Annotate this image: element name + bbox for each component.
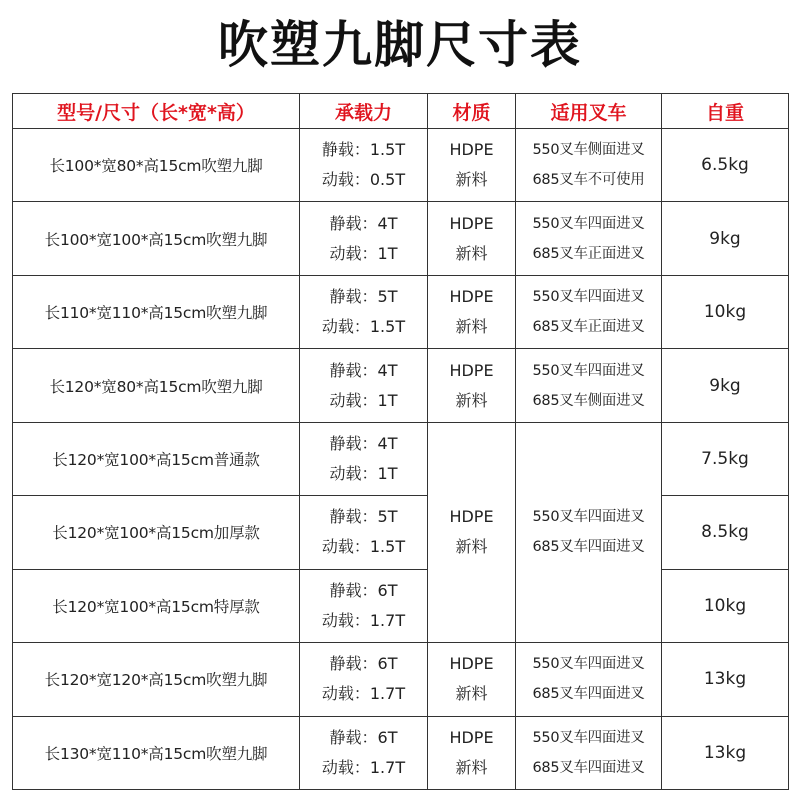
forklift-550: 550叉车四面进叉 — [532, 509, 645, 526]
forklift-550: 550叉车四面进叉 — [532, 215, 645, 232]
static-load: 静载：4T — [329, 433, 398, 453]
static-load: 静载：5T — [329, 507, 398, 527]
forklift-685: 685叉车正面进叉 — [532, 245, 645, 262]
weight-cell: 13kg — [662, 716, 789, 790]
dynamic-load: 动载：1.7T — [321, 684, 406, 704]
forklift-550: 550叉车四面进叉 — [532, 289, 645, 306]
material-type: HDPE — [449, 287, 494, 307]
weight-cell: 9kg — [662, 202, 789, 275]
table-row — [13, 275, 789, 348]
dynamic-load: 动载：1T — [329, 390, 398, 410]
forklift-cell — [516, 202, 662, 275]
dynamic-load: 动载：1.5T — [321, 537, 406, 557]
dynamic-load: 动载：1.7T — [321, 610, 406, 630]
material-type: HDPE — [449, 360, 494, 380]
material-cell — [428, 275, 516, 348]
material-cell — [428, 349, 516, 422]
forklift-685: 685叉车不可使用 — [532, 172, 645, 189]
spec-table — [12, 93, 789, 790]
weight-cell: 7.5kg — [662, 422, 789, 495]
material-type: HDPE — [449, 654, 494, 674]
material-cell — [428, 643, 516, 716]
load-cell — [300, 129, 428, 202]
header-weight: 自重 — [662, 94, 789, 129]
weight-cell: 10kg — [662, 569, 789, 642]
table-row — [13, 643, 789, 716]
model-cell: 长120*宽100*高15cm加厚款 — [13, 496, 300, 569]
static-load: 静载：4T — [329, 213, 398, 233]
forklift-cell-merged — [516, 422, 662, 642]
material-grade: 新料 — [455, 170, 488, 190]
material-cell — [428, 129, 516, 202]
model-cell: 长130*宽110*高15cm吹塑九脚 — [13, 716, 300, 790]
static-load: 静载：4T — [329, 360, 398, 380]
static-load: 静载：6T — [329, 727, 398, 747]
static-load: 静载：1.5T — [321, 140, 406, 160]
forklift-550: 550叉车四面进叉 — [532, 656, 645, 673]
forklift-550: 550叉车四面进叉 — [532, 362, 645, 379]
forklift-685: 685叉车四面进叉 — [532, 539, 645, 556]
model-cell: 长120*宽100*高15cm普通款 — [13, 422, 300, 495]
material-type: HDPE — [449, 507, 494, 527]
header-material: 材质 — [428, 94, 516, 129]
page-title: 吹塑九脚尺寸表 — [218, 16, 582, 74]
model-cell: 长110*宽110*高15cm吹塑九脚 — [13, 275, 300, 348]
table-row — [13, 202, 789, 275]
material-grade: 新料 — [455, 243, 488, 263]
weight-cell: 13kg — [662, 643, 789, 716]
table-row — [13, 129, 789, 202]
load-cell — [300, 643, 428, 716]
dynamic-load: 动载：1T — [329, 463, 398, 483]
weight-cell: 8.5kg — [662, 496, 789, 569]
material-type: HDPE — [449, 213, 494, 233]
forklift-685: 685叉车正面进叉 — [532, 319, 645, 336]
forklift-cell — [516, 716, 662, 790]
material-type: HDPE — [449, 140, 494, 160]
table-row — [13, 422, 789, 495]
load-cell — [300, 275, 428, 348]
dynamic-load: 动载：1.5T — [321, 317, 406, 337]
header-load: 承载力 — [300, 94, 428, 129]
material-cell — [428, 716, 516, 790]
dynamic-load: 动载：0.5T — [321, 170, 406, 190]
table-row — [13, 496, 789, 569]
model-cell: 长120*宽100*高15cm特厚款 — [13, 569, 300, 642]
material-cell-merged — [428, 422, 516, 642]
model-cell: 长100*宽100*高15cm吹塑九脚 — [13, 202, 300, 275]
static-load: 静载：6T — [329, 580, 398, 600]
load-cell — [300, 349, 428, 422]
model-cell: 长120*宽80*高15cm吹塑九脚 — [13, 349, 300, 422]
material-type: HDPE — [449, 727, 494, 747]
header-forklift: 适用叉车 — [516, 94, 662, 129]
model-cell: 长100*宽80*高15cm吹塑九脚 — [13, 129, 300, 202]
weight-cell: 9kg — [662, 349, 789, 422]
material-grade: 新料 — [455, 757, 488, 777]
forklift-685: 685叉车侧面进叉 — [532, 392, 645, 409]
weight-cell: 6.5kg — [662, 129, 789, 202]
load-cell — [300, 202, 428, 275]
dynamic-load: 动载：1.7T — [321, 757, 406, 777]
static-load: 静载：6T — [329, 654, 398, 674]
material-cell — [428, 202, 516, 275]
material-grade: 新料 — [455, 684, 488, 704]
material-grade: 新料 — [455, 317, 488, 337]
dynamic-load: 动载：1T — [329, 243, 398, 263]
weight-cell: 10kg — [662, 275, 789, 348]
static-load: 静载：5T — [329, 287, 398, 307]
table-row — [13, 569, 789, 642]
table-row — [13, 716, 789, 790]
load-cell — [300, 716, 428, 790]
table-header-row — [13, 94, 789, 129]
load-cell — [300, 569, 428, 642]
model-cell: 长120*宽120*高15cm吹塑九脚 — [13, 643, 300, 716]
forklift-cell — [516, 643, 662, 716]
forklift-cell — [516, 275, 662, 348]
forklift-cell — [516, 129, 662, 202]
forklift-cell — [516, 349, 662, 422]
material-grade: 新料 — [455, 537, 488, 557]
load-cell — [300, 422, 428, 495]
forklift-550: 550叉车侧面进叉 — [532, 142, 645, 159]
forklift-685: 685叉车四面进叉 — [532, 686, 645, 703]
header-model: 型号/尺寸（长*宽*高） — [13, 94, 300, 129]
table-row — [13, 349, 789, 422]
forklift-550: 550叉车四面进叉 — [532, 729, 645, 746]
load-cell — [300, 496, 428, 569]
material-grade: 新料 — [455, 390, 488, 410]
forklift-685: 685叉车四面进叉 — [532, 759, 645, 776]
